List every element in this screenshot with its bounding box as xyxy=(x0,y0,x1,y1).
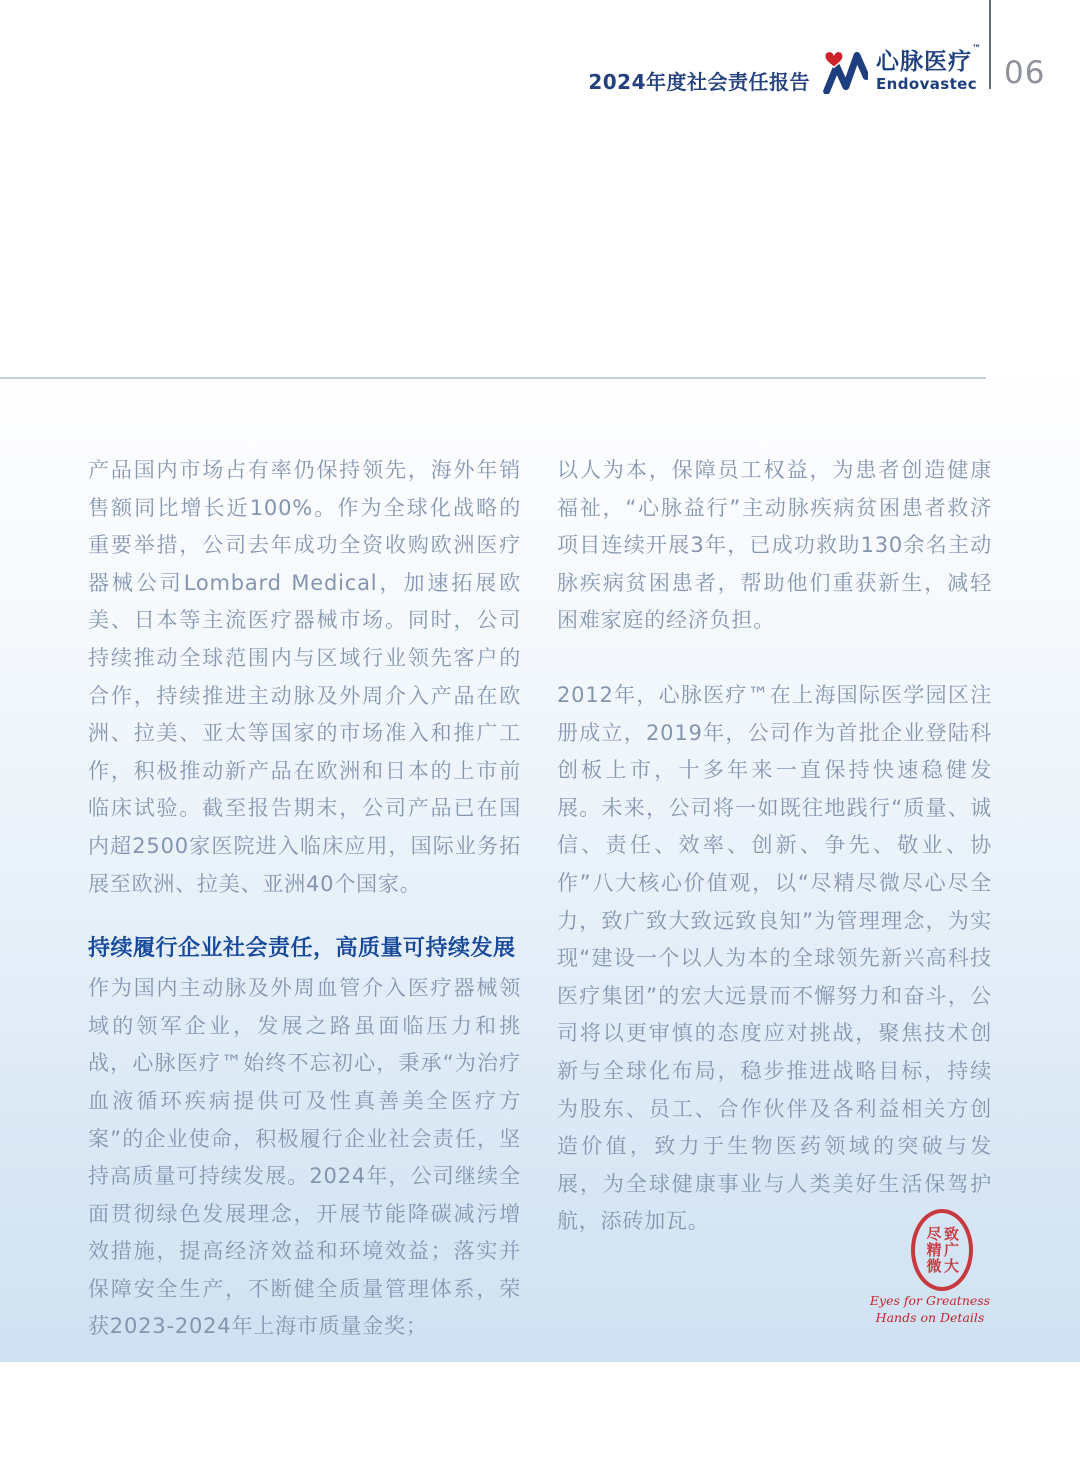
logo-wordmark xyxy=(876,43,982,93)
seal-characters-right: 尽精微 xyxy=(924,1226,943,1274)
header-vertical-divider xyxy=(989,0,991,89)
endovastec-logo-icon xyxy=(822,48,868,94)
page-number: 06 xyxy=(1004,55,1046,91)
company-seal-stamp xyxy=(911,1209,973,1291)
right-text-column xyxy=(557,452,992,1241)
seal-caption-line-2: Hands on Details xyxy=(875,1310,985,1325)
seal-caption-line-1: Eyes for Greatness xyxy=(869,1293,991,1308)
left-paragraph-1: 产品国内市场占有率仍保持领先，海外年销售额同比增长近100%。作为全球化战略的重要举措，公司去年成功全资收购欧洲医疗器械公司Lombard Medical，加速拓展欧美、日本等主流医疗器械市场。同时，公司持续推动全球范围内与区域行业领先客户的合作，持续推进主动脉及外周介入产品在欧洲、拉美、亚太等国家的市场准入和推广工作，积极推动新产品在欧洲和日本的上市前临床试验。截至报告期末，公司产品已在国内超2500家医院进入临床应用，国际业务拓展至欧洲、拉美、亚洲40个国家。 xyxy=(88,458,521,896)
section-divider-line xyxy=(0,377,986,379)
seal-caption xyxy=(850,1292,1010,1326)
company-logo xyxy=(822,43,982,94)
seal-characters-left: 致广大 xyxy=(942,1226,960,1274)
section-heading: 持续履行企业社会责任，高质量可持续发展 xyxy=(88,936,516,962)
logo-english-name: Endovastec xyxy=(876,74,978,93)
report-title: 2024年度社会责任报告 xyxy=(588,70,810,94)
logo-chinese-name: 心脉医疗™ xyxy=(876,43,982,75)
right-paragraph-2: 2012年，心脉医疗™在上海国际医学园区注册成立，2019年，公司作为首批企业登陆科创板上市，十多年来一直保持快速稳健发展。未来，公司将一如既往地践行“质量、诚信、责任、效率、创新、争先、敬业、协作”八大核心价值观，以“尽精尽微尽心尽全力，致广致大致远致良知”为管理理念，为实现“建设一个以人为本的全球领先新兴高科技医疗集团”的宏大远景而不懈努力和奋斗，公司将以更审慎的态度应对挑战，聚焦技术创新与全球化布局，稳步推进战略目标，持续为股东、员工、合作伙伴及各利益相关方创造价值，致力于生物医药领域的突破与发展，为全球健康事业与人类美好生活保驾护航，添砖加瓦。 xyxy=(557,682,992,1234)
left-paragraph-2: 作为国内主动脉及外周血管介入医疗器械领域的领军企业，发展之路虽面临压力和挑战，心脉医疗™始终不忘初心，秉承“为治疗血液循环疾病提供可及性真善美全医疗方案”的企业使命，积极履行企业社会责任，坚持高质量可持续发展。2024年，公司继续全面贯彻绿色发展理念，开展节能降碳减污增效措施，提高经济效益和环境效益；落实并保障安全生产，不断健全质量管理体系，荣获2023-2024年上海市质量金奖； xyxy=(88,976,521,1339)
right-paragraph-1: 以人为本，保障员工权益，为患者创造健康福祉，“心脉益行”主动脉疾病贫困患者救济项目连续开展3年，已成功救助130余名主动脉疾病贫困患者，帮助他们重获新生，减轻困难家庭的经济负担。 xyxy=(557,458,992,633)
trademark-symbol: ™ xyxy=(972,43,982,54)
left-text-column xyxy=(88,452,521,1346)
